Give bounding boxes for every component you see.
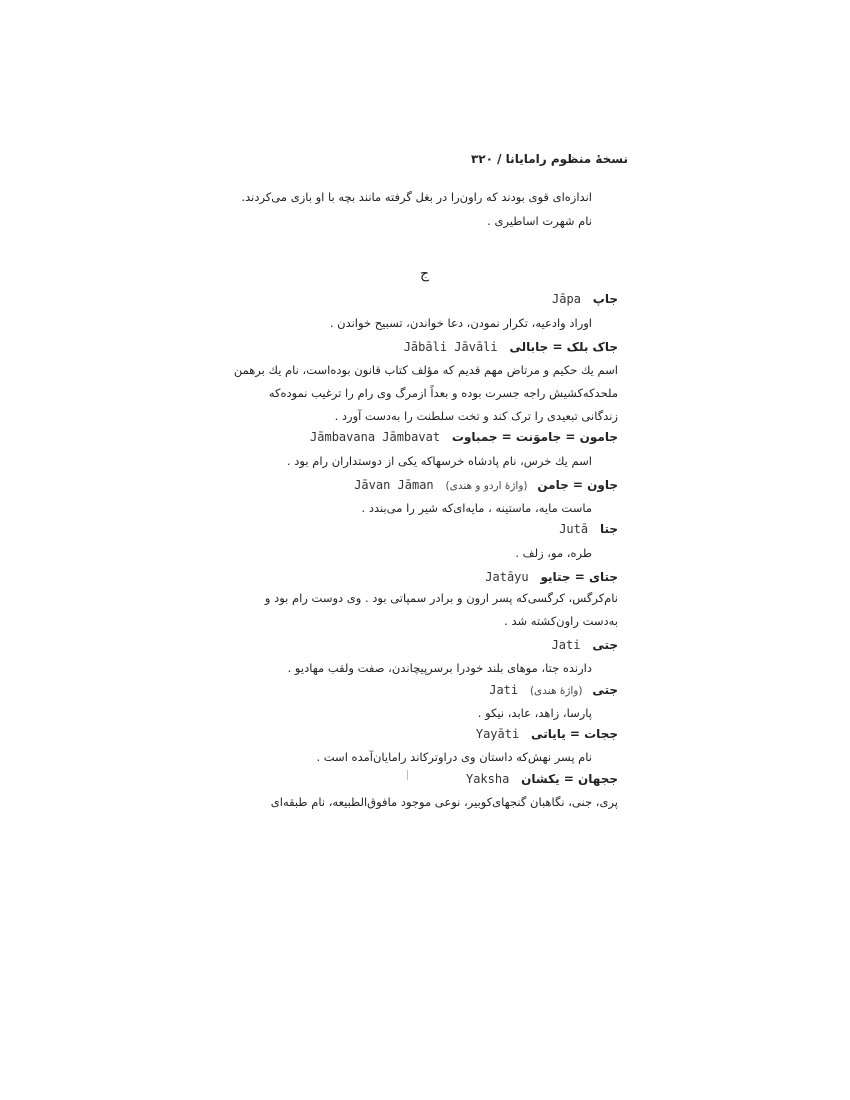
entry-definition-line: زندگانی تبعیدی را ترک کند و تخت سلطنت را به‌دست آورد .	[334, 409, 618, 423]
entry-roman-term: Jābāli Jāvāli	[403, 340, 498, 354]
entry-head	[559, 522, 618, 537]
entry-definition-line: اوراد وادعیه، تکرار نمودن، دعا خواندن، تسبیح خواندن .	[329, 316, 592, 330]
entry-roman-term: Yaksha	[465, 772, 510, 786]
entry-head	[310, 430, 618, 445]
entry-persian-term: ججات = یایاتی	[531, 727, 618, 741]
entry-roman-term: Jāpa	[552, 292, 581, 306]
entry-definition-line: نام‌کرگس، کرگسی‌که پسر ارون و برادر سمپاتی بود . وی دوست رام بود و	[264, 591, 618, 605]
print-artifact-mark	[407, 770, 408, 780]
entry-definition-line: پری، جنی، نگاهبان گنجهای‌کوبیر، نوعی موجود مافوق‌الطبیعه، نام طبقه‌ای	[270, 795, 618, 809]
entry-head	[552, 638, 618, 653]
entry-definition-line: طره، مو، زلف .	[515, 546, 592, 560]
entry-definition-line: اسم یك حکیم و مرتاض مهم قدیم که مؤلف کتاب قانون بوده‌است، نام یك برهمن	[233, 363, 618, 377]
entry-head	[354, 478, 618, 494]
entry-definition-line: اسم یك خرس، نام پادشاه خرسها‌که یکی از دوستداران رام بود .	[286, 454, 592, 468]
entry-head	[466, 772, 618, 787]
intro-line-1: اندازه‌ای قوی بودند که راون‌را در بغل گرفته مانند بچه با او بازی می‌کردند.	[241, 190, 592, 204]
entry-roman-term: Jatāyu	[485, 570, 529, 584]
entry-definition-line: پارسا، زاهد، عابد، نیکو .	[477, 706, 592, 720]
intro-line-2: نام شهرت اساطیری .	[487, 214, 592, 228]
entry-persian-term: جتا	[599, 522, 618, 536]
entry-head	[552, 292, 618, 307]
entry-head	[485, 570, 618, 585]
page-header: نسخهٔ منظوم رامایانا / ۳۲۰	[470, 152, 628, 166]
entry-definition-line: دارنده جتا، موهای بلند خودرا برسرپیچاندن، صفت ولقب مهادیو .	[287, 661, 592, 675]
entry-head	[404, 340, 618, 355]
entry-roman-term: Jati	[489, 683, 519, 697]
entry-definition-line: به‌دست راون‌کشته شد .	[504, 614, 618, 628]
entry-definition-line: ماست مایه، ماستینه ، مایه‌ای‌که شیر را می‌بندد .	[361, 501, 592, 515]
entry-persian-term: جتی	[592, 683, 618, 697]
entry-persian-term: جاک بلک = جابالی	[509, 340, 618, 354]
entry-note: (واژهٔ هندی)	[529, 685, 583, 697]
section-letter: ج	[420, 266, 430, 282]
entry-persian-term: ججهان = یکشان	[521, 772, 618, 786]
entry-persian-term: جاپ	[592, 292, 618, 306]
entry-definition-line: ملحدکه‌کشیش راجه جسرت بوده و بعداً ازمرگ وی رام را ترغیب نموده‌که	[268, 386, 618, 400]
entry-persian-term: جتی	[592, 638, 618, 652]
entry-roman-term: Jāmbavana Jāmbavat	[310, 430, 441, 444]
entry-head	[489, 683, 618, 699]
entry-note: (واژهٔ اردو و هندی)	[445, 480, 528, 492]
entry-persian-term: جاون = جامن	[537, 478, 618, 492]
entry-roman-term: Yayāti	[475, 727, 520, 741]
entry-persian-term: جتای = جتایو	[540, 570, 618, 584]
entry-persian-term: جامون = جاموَنت = جمباوت	[451, 430, 618, 444]
entry-roman-term: Jutā	[559, 522, 589, 536]
entry-definition-line: نام پسر نهش‌که داستان وی دراوترکاند رامایان‌آمده است .	[316, 750, 592, 764]
entry-roman-term: Jāvan Jāman	[354, 478, 434, 492]
entry-roman-term: Jati	[551, 638, 581, 652]
entry-head	[476, 727, 618, 742]
